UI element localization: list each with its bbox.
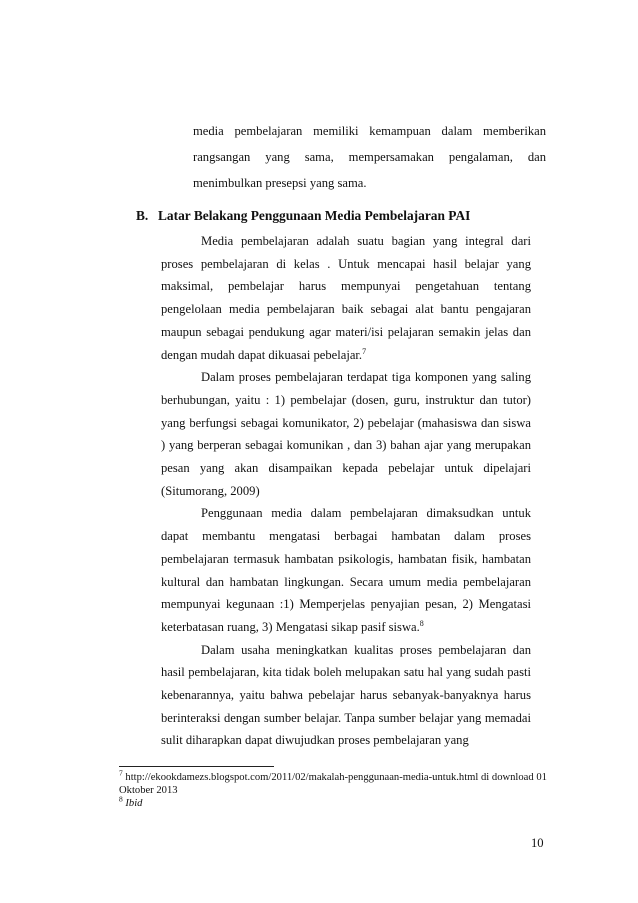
section-body: [161, 230, 531, 752]
footnote-ref-7: 7: [362, 346, 367, 356]
footnote-divider: [119, 766, 274, 767]
section-title: Latar Belakang Penggunaan Media Pembelajaran PAI: [158, 208, 471, 223]
paragraph-1: Media pembelajaran adalah suatu bagian yang integral dari proses pembelajaran di kelas . Untuk mencapai hasil belajar yang maksimal, pembelajar harus mempunyai pengetahuan tentang pengelolaan media pembelajaran baik sebagai alat bantu pengajaran maupun sebagai pendukung agar materi/isi pelajaran semakin jelas dan dengan mudah dapat dikuasai pebelajar.$^7$: [161, 234, 531, 362]
paragraph-2: Dalam proses pembelajaran terdapat tiga komponen yang saling berhubungan, yaitu : 1) pembelajar (dosen, guru, instruktur dan tutor) yang berfungsi sebagai komunikator, 2) pebelajar (mahasiswa dan siswa ) yang berperan sebagai komunikan , dan 3) bahan ajar yang merupakan pesan yang akan disampaikan kepada pebelajar untuk dipelajari (Situmorang, 2009): [161, 370, 531, 498]
footnotes: [119, 768, 549, 811]
page-number: 10: [531, 836, 544, 850]
footnote-7-link[interactable]: http://ekookdamezs.blogspot.com/2011/02/makalah-penggunaan-media-untuk.html di download 01 Oktober 2013: [119, 772, 547, 797]
paragraph-3: Penggunaan media dalam pembelajaran dimaksudkan untuk dapat membantu mengatasi berbagai hambatan dalam proses pembelajaran termasuk hambatan psikologis, hambatan fisik, hambatan kultural dan hambatan lingkungan. Secara umum media pembelajaran mempunyai kegunaan :1) Memperjelas penyajian pesan, 2) Mengatasi keterbatasan ruang, 3) Mengatasi sikap pasif siswa.$^8$: [161, 506, 531, 634]
footnote-ref-8: 8: [419, 618, 424, 628]
section-label: B.: [136, 208, 149, 223]
section-heading: [136, 208, 470, 224]
footnote-8: $^8$ Ibid: [119, 794, 143, 810]
footnote-8-text: Ibid: [125, 798, 143, 810]
footnote-7: $^7$ http://ekookdamezs.blogspot.com/2011/02/makalah-penggunaan-media-untuk.html di download 01 Oktober 2013: [119, 768, 547, 797]
paragraph-4: Dalam usaha meningkatkan kualitas proses pembelajaran dan hasil pembelajaran, kita tidak boleh melupakan satu hal yang sudah pasti kebenarannya, yaitu bahwa pebelajar harus sebanyak-banyaknya harus berinteraksi dengan sumber belajar. Tanpa sumber belajar yang memadai sulit diharapkan dapat diwujudkan proses pembelajaran yang: [161, 642, 531, 748]
intro-continuation: [193, 118, 546, 196]
intro-paragraph: media pembelajaran memiliki kemampuan dalam memberikan rangsangan yang sama, mempersamakan pengalaman, dan menimbulkan presepsi yang sama.: [193, 124, 546, 190]
